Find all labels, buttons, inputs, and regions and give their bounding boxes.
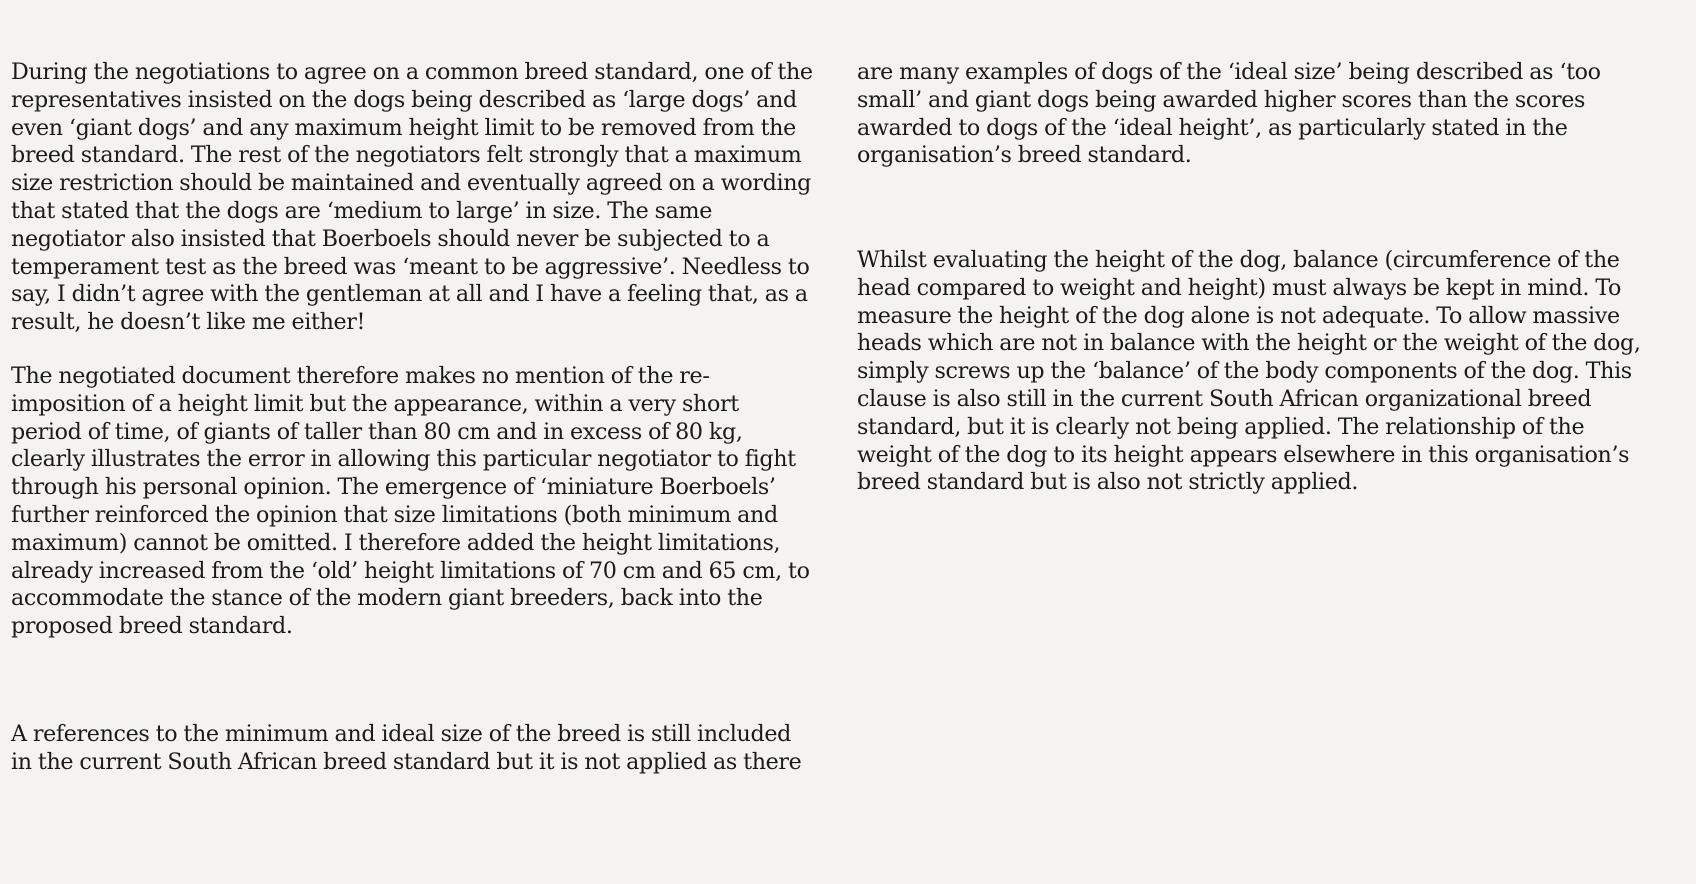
paragraph-ideal-size-continued: are many examples of dogs of the ‘ideal size’ being described as ‘too small’ and giant dogs being awarded higher scores than the scores awarded to dogs of the ‘ideal height’, as particularly stated in the organisation’s breed standard. xyxy=(857,59,1601,169)
paragraph-negotiations: During the negotiations to agree on a common breed standard, one of the representatives insisted on the dogs being described as ‘large dogs’ and even ‘giant dogs’ and any maximum height limit to be removed from the breed standard. The rest of the negotiators felt strongly that a maximum size restriction should be maintained and eventually agreed on a wording that stated that the dogs are ‘medium to large’ in size. The same negotiator also insisted that Boerboels should never be subjected to a temperament test as the breed was ‘meant to be aggressive’. Needless to say, I didn’t agree with the gentleman at all and I have a feeling that, as a result, he doesn’t like me either! xyxy=(11,59,813,336)
paragraph-balance: Whilst evaluating the height of the dog, balance (circumference of the head compared to weight and height) must always be kept in mind. To measure the height of the dog alone is not adequate. To allow massive heads which are not in balance with the height or the weight of the dog, simply screws up the ‘balance’ of the body components of the dog. This clause is also still in the current South African organizational breed standard, but it is clearly not being applied. The relationship of the weight of the dog to its height appears elsewhere in this organisation’s breed standard but is also not strictly applied. xyxy=(857,247,1641,496)
paragraph-size-references: A references to the minimum and ideal size of the breed is still included in the current South African breed standard but it is not applied as there xyxy=(11,721,802,775)
paragraph-height-limit: The negotiated document therefore makes no mention of the re- imposition of a height limit but the appearance, within a very short period of time, of giants of taller than 80 cm and in excess of 80 kg, clearly illustrates the error in allowing this particular negotiator to fight through his personal opinion. The emergence of ‘miniature Boerboels’ further reinforced the opinion that size limitations (both minimum and maximum) cannot be omitted. I therefore added the height limitations, already increased from the ‘old’ height limitations of 70 cm and 65 cm, to accommodate the stance of the modern giant breeders, back into the proposed breed standard. xyxy=(11,363,810,640)
